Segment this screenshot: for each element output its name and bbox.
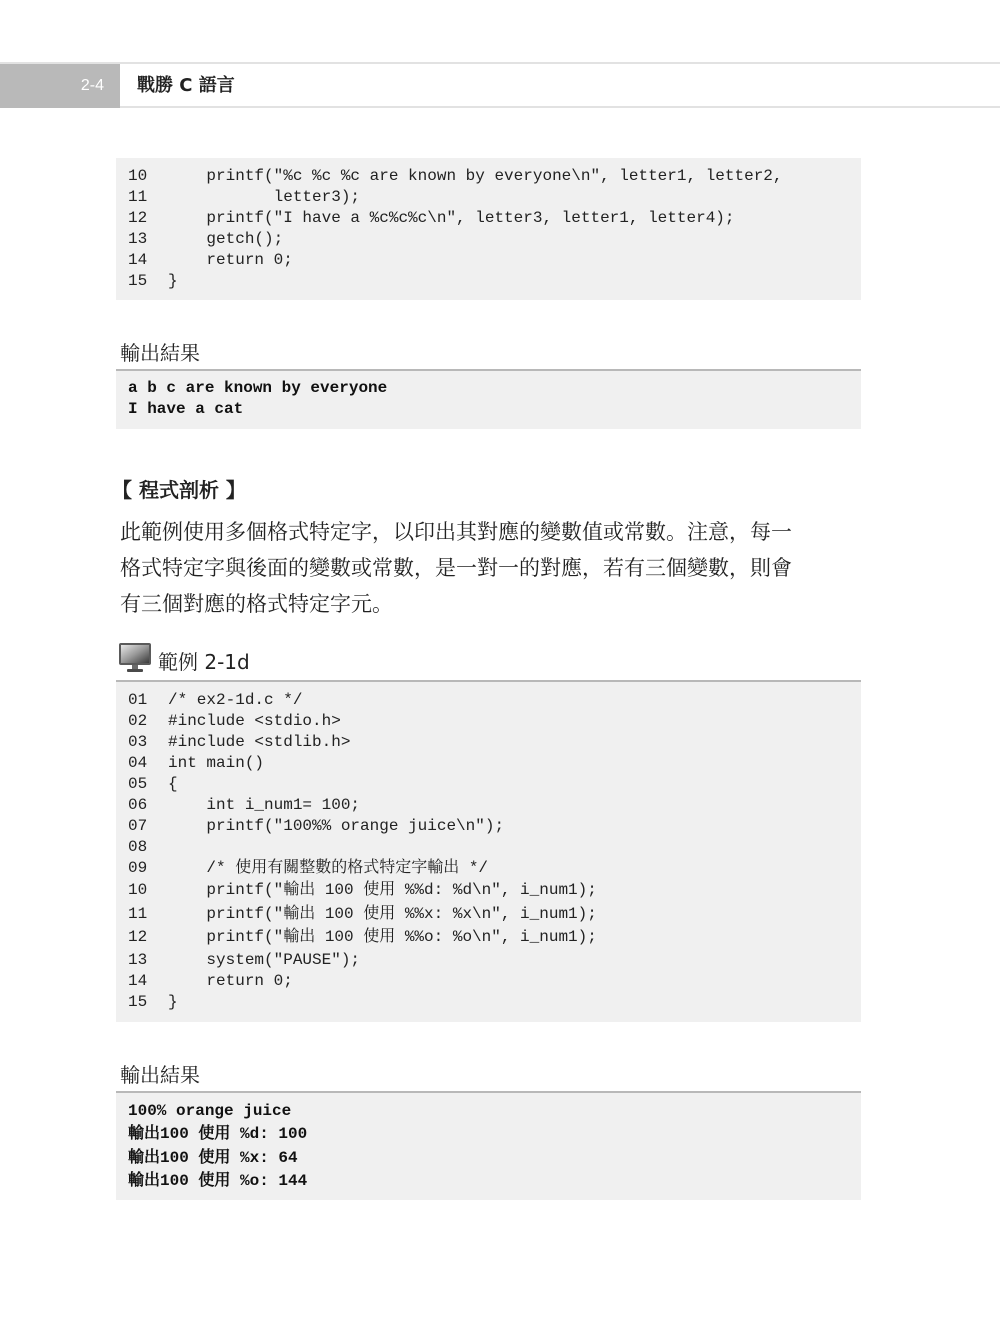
code-line xyxy=(116,208,861,229)
code-text: /* ex2-1d.c */ xyxy=(168,691,303,709)
code-line xyxy=(116,858,861,879)
page-number: 2-4 xyxy=(0,64,120,108)
line-number: 03 xyxy=(128,733,148,751)
output-line: 輸出100 使用 %d: 100 xyxy=(128,1125,308,1144)
output-line: 輸出100 使用 %o: 144 xyxy=(128,1171,308,1190)
line-number: 11 xyxy=(128,188,148,206)
code-line xyxy=(116,879,861,903)
line-number: 02 xyxy=(128,712,148,730)
code-line xyxy=(116,971,861,992)
line-number: 15 xyxy=(128,992,148,1011)
code-line xyxy=(116,250,861,271)
computer-monitor-icon xyxy=(118,642,152,674)
line-number: 14 xyxy=(128,251,148,269)
line-number: 12 xyxy=(128,928,148,946)
code-line xyxy=(116,271,861,292)
code-line xyxy=(116,795,861,816)
code-line xyxy=(116,229,861,250)
book-title: 戰勝 C 語言 xyxy=(137,75,235,96)
output-line: 輸出100 使用 %x: 64 xyxy=(128,1148,298,1167)
line-number: 10 xyxy=(128,167,148,185)
line-number: 13 xyxy=(128,230,148,248)
code-text: int main() xyxy=(168,754,265,772)
code-line xyxy=(116,816,861,837)
code-line xyxy=(116,711,861,732)
line-number: 04 xyxy=(128,754,148,772)
section-heading: 【 程式剖析 】 xyxy=(112,478,246,502)
code-text: #include <stdio.h> xyxy=(168,712,341,730)
code-line xyxy=(116,926,861,950)
code-text: return 0; xyxy=(168,971,293,990)
code-line xyxy=(116,187,861,208)
output-block xyxy=(116,369,861,429)
line-number: 07 xyxy=(128,817,148,835)
line-number: 13 xyxy=(128,950,148,969)
line-number: 06 xyxy=(128,796,148,814)
code-text: printf("%c %c %c are known by everyone\n", letter1, letter2, xyxy=(168,167,783,185)
output-label: 輸出結果 xyxy=(120,1063,200,1087)
code-text: #include <stdlib.h> xyxy=(168,733,351,751)
code-text: printf("I have a %c%c%c\n", letter3, letter1, letter4); xyxy=(168,209,735,227)
code-text: /* 使用有關整數的格式特定字輸出 */ xyxy=(168,859,489,877)
output-block xyxy=(116,1091,861,1200)
code-text: printf("輸出 100 使用 %%o: %o\n", i_num1); xyxy=(168,928,597,946)
code-text: } xyxy=(168,992,178,1011)
code-text: printf("100%% orange juice\n"); xyxy=(168,817,505,835)
line-number: 08 xyxy=(128,838,148,856)
code-text: int i_num1= 100; xyxy=(168,796,361,814)
code-line xyxy=(116,732,861,753)
line-number: 09 xyxy=(128,859,148,877)
code-line xyxy=(116,903,861,927)
code-line xyxy=(116,690,861,711)
code-line xyxy=(116,837,861,858)
paragraph-line: 格式特定字與後面的變數或常數，是一對一的對應，若有三個變數，則會 xyxy=(120,556,792,580)
line-number: 15 xyxy=(128,272,148,290)
line-number: 14 xyxy=(128,971,148,990)
example-title: 範例 2-1d xyxy=(158,650,250,674)
code-text: getch(); xyxy=(168,230,284,248)
code-text: printf("輸出 100 使用 %%d: %d\n", i_num1); xyxy=(168,881,597,899)
line-number: 01 xyxy=(128,691,148,709)
code-text: { xyxy=(168,775,178,793)
output-line: I have a cat xyxy=(128,400,244,418)
code-line xyxy=(116,753,861,774)
line-number: 12 xyxy=(128,209,148,227)
paragraph-line: 此範例使用多個格式特定字，以印出其對應的變數值或常數。注意，每一 xyxy=(120,520,792,544)
header-rule-bottom xyxy=(120,106,1000,108)
code-text: return 0; xyxy=(168,251,293,269)
line-number: 05 xyxy=(128,775,148,793)
code-text: system("PAUSE"); xyxy=(168,950,361,969)
code-line xyxy=(116,992,861,1013)
code-line xyxy=(116,166,861,187)
code-text: printf("輸出 100 使用 %%x: %x\n", i_num1); xyxy=(168,904,597,923)
code-text: letter3); xyxy=(168,188,361,206)
output-line: 100% orange juice xyxy=(128,1102,292,1120)
code-text: } xyxy=(168,272,178,290)
code-line xyxy=(116,950,861,971)
output-line: a b c are known by everyone xyxy=(128,379,388,397)
code-line xyxy=(116,774,861,795)
output-label: 輸出結果 xyxy=(120,341,200,365)
line-number: 11 xyxy=(128,904,148,923)
code-listing xyxy=(116,680,861,1022)
line-number: 10 xyxy=(128,881,148,899)
code-listing-continued xyxy=(116,158,861,300)
paragraph-line: 有三個對應的格式特定字元。 xyxy=(120,592,393,616)
